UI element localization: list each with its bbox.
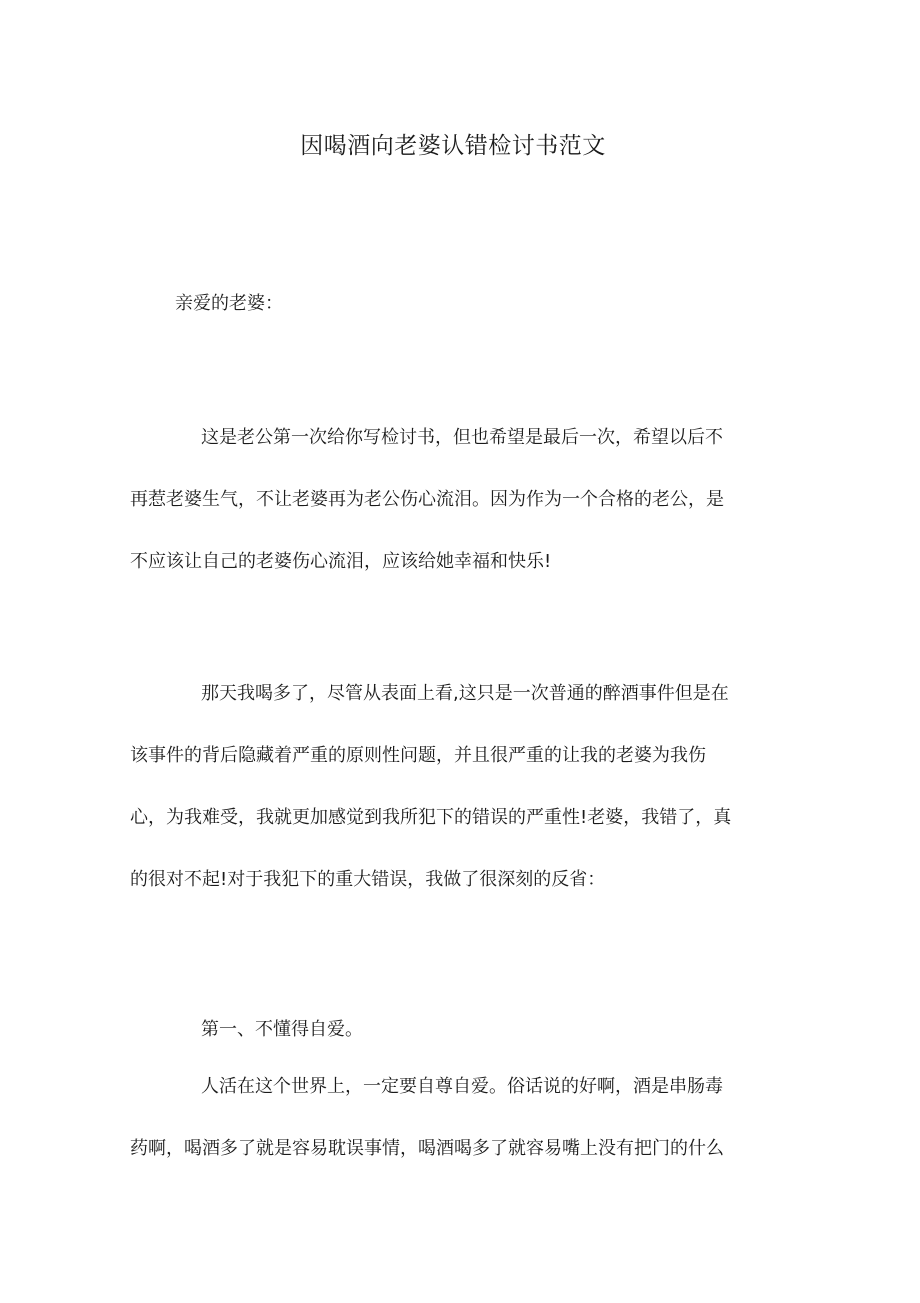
paragraph-line: 不应该让自己的老婆伤心流泪，应该给她幸福和快乐!	[130, 551, 552, 572]
paragraph-line: 药啊，喝酒多了就是容易耽误事情，喝酒喝多了就容易嘴上没有把门的什么	[130, 1138, 724, 1159]
paragraph-line: 的很对不起!对于我犯下的重大错误，我做了很深刻的反省：	[130, 869, 606, 890]
salutation: 亲爱的老婆：	[175, 293, 283, 314]
section-heading: 第一、不懂得自爱。	[201, 1019, 363, 1040]
document-title: 因喝酒向老婆认错检讨书范文	[300, 133, 606, 159]
paragraph-line: 那天我喝多了，尽管从表面上看,这只是一次普通的醉酒事件但是在	[201, 683, 729, 704]
paragraph-line: 人活在这个世界上，一定要自尊自爱。俗话说的好啊，酒是串肠毒	[201, 1076, 723, 1097]
paragraph-line: 心，为我难受，我就更加感觉到我所犯下的错误的严重性!老婆，我错了，真	[130, 807, 732, 828]
paragraph-line: 该事件的背后隐藏着严重的原则性问题，并且很严重的让我的老婆为我伤	[130, 745, 706, 766]
paragraph-line: 这是老公第一次给你写检讨书，但也希望是最后一次，希望以后不	[201, 427, 723, 448]
paragraph-line: 再惹老婆生气，不让老婆再为老公伤心流泪。因为作为一个合格的老公，是	[130, 489, 724, 510]
